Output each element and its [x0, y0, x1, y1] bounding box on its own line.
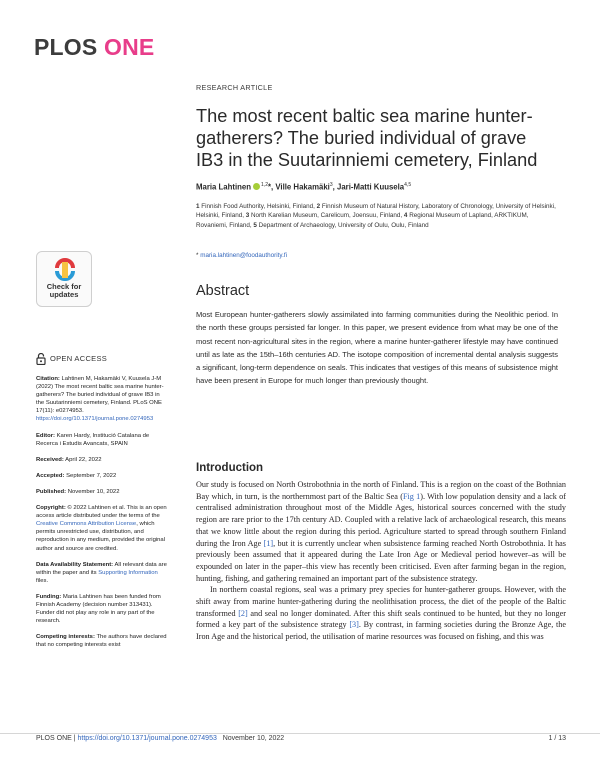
abstract-heading: Abstract	[196, 283, 250, 299]
affil-text: Finnish Museum of Natural History, Laboratory of Chronology, University of Helsinki, Helsinki, Finland,	[196, 203, 556, 220]
affil-number: 2	[316, 203, 321, 210]
citation-text: Lahtinen M, Hakamäki V, Kuusela J-M (2022) The most recent baltic sea marine hunter-gatherers? The buried individual of grave IB3 in the Suutarinniemi cemetery, Finland. PLoS ONE 17(11): e0274953.	[36, 376, 164, 415]
competing-interests-block	[36, 633, 168, 649]
affil-text: Department of Archaeology, University of Oulu, Oulu, Finland	[258, 221, 429, 229]
editor-text: Karen Hardy, Institució Catalana de Recerca i Estudis Avancats, SPAIN	[36, 432, 150, 447]
competing-interests-text: The authors have declared that no competing interests exist	[36, 634, 167, 649]
affil-number: 4	[403, 212, 408, 220]
accepted-label: Accepted:	[36, 472, 65, 479]
affil-number: 1	[196, 203, 200, 210]
affil-text: Finnish Food Authority, Helsinki, Finland,	[201, 203, 315, 210]
figure-link[interactable]: Fig 1	[402, 491, 421, 501]
competing-interests-label: Competing interests:	[36, 634, 95, 641]
accepted-date: September 7, 2022	[66, 472, 117, 479]
author-name[interactable]: Maria Lahtinen	[196, 182, 252, 192]
data-availability-block	[36, 561, 168, 585]
footer-date: November 10, 2022	[222, 735, 285, 742]
intro-text: , but it is currently unclear when subsistence farming reached North Ostrobothnia. It has previously been assumed that it appeared during the Late Iron Age or Medieval period however–as will be expounded on later in the paper–this view has recently been criticised. Even after farming began in the region, hunting, fishing, and gathering remained an important part of the subsistence strategy.	[196, 538, 566, 583]
email-star: *	[196, 252, 199, 259]
copyright-text: © 2022 Lahtinen et al. This is an open access article distributed under the terms of the	[36, 505, 167, 520]
footer-doi-link[interactable]: https://doi.org/10.1371/journal.pone.0274953	[77, 735, 217, 742]
received-date: April 22, 2022	[65, 456, 102, 463]
affil-number: 5	[253, 221, 257, 229]
crossmark-badge[interactable]	[36, 251, 92, 307]
corresponding-star: *	[267, 182, 272, 192]
author-name[interactable]: Jari-Matti Kuusela	[336, 182, 405, 192]
editor-label: Editor:	[36, 432, 55, 439]
corresponding-email	[196, 252, 287, 259]
reference-link[interactable]: [2]	[238, 608, 248, 618]
footer-divider	[0, 733, 600, 734]
article-sidebar	[36, 353, 168, 657]
page-number: 1 / 13	[548, 735, 566, 742]
article-title: The most recent baltic sea marine hunter-gatherers? The buried individual of grave IB3 in the Suutarinniemi cemetery, Finland	[196, 106, 538, 170]
email-link[interactable]: maria.lahtinen@foodauthority.fi	[200, 252, 287, 259]
published-block	[36, 488, 168, 496]
data-availability-label: Data Availability Statement:	[36, 561, 114, 568]
data-availability-text-end: files.	[36, 577, 49, 584]
footer-separator: |	[71, 735, 78, 742]
open-lock-icon	[36, 353, 46, 365]
citation-doi-link[interactable]: https://doi.org/10.1371/journal.pone.0274953	[36, 416, 154, 423]
introduction-heading: Introduction	[196, 462, 264, 474]
received-label: Received:	[36, 456, 64, 463]
author-affil-sup: 4,5	[404, 182, 412, 188]
data-availability-text: All relevant data are within the paper and its	[36, 561, 167, 576]
funding-label: Funding:	[36, 593, 62, 600]
logo-plos: PLOS	[34, 34, 98, 60]
abstract-text: Most European hunter-gatherers slowly assimilated into farming communities during the Neolithic period. In the north these groups persisted far longer. In this paper, we present evidence from what may be one of the most recent non-agricultural sites in the region, where a marine hunter-gatherer lifestyle may have continued until as late as the 15th–16th centuries AD. The isotope composition of incremental dental analysis suggests a significant, long-term dependence on seals. This indicates that vestiges of this means of subsistence might have been present in Europe for much longer than previously thought.	[196, 310, 558, 386]
article-type: RESEARCH ARTICLE	[196, 83, 273, 92]
author-name[interactable]: Ville Hakamäki	[275, 182, 330, 192]
intro-text: ). With low population density and a lack of centralised administration throughout most of the Middle Ages, historical sources concerned with the study region are rare prior to the 17th century AD. Coupled with a relative lack of archaeological research, this means that we know little about the region during this period. Agriculture started to spread through southern Finland during the Iron Age	[196, 491, 566, 548]
author-affil-sup: 1,2	[261, 182, 268, 188]
crossmark-line2: updates	[49, 290, 79, 299]
author-affil-sup: 3	[329, 182, 333, 188]
orcid-icon[interactable]	[253, 183, 260, 190]
open-access-label: OPEN ACCESS	[50, 353, 108, 363]
reference-link[interactable]: [1]	[263, 538, 274, 548]
intro-text: . By contrast, in farming societies during the Bronze Age, the Iron Age and the historical period, the utilisation of marine resources was focused on fishing, and this was	[196, 620, 566, 642]
affil-text: North Karelian Museum, Carelicum, Joensuu, Finland,	[250, 212, 403, 220]
introduction-body	[196, 479, 566, 643]
funding-text: Maria Lahtinen has been funded from Finnish Academy (decision number 313431). Funder did not play any role in any part of the research.	[36, 593, 161, 625]
copyright-block	[36, 504, 168, 553]
intro-text: Our study is focused on North Ostrobothnia in the north of Finland. This is a region on the coast of the Bothnian Bay which, in turn, is the northernmost part of the Baltic Sea (	[196, 480, 566, 501]
crossmark-line1: Check for	[46, 282, 82, 291]
affil-number: 3	[245, 212, 250, 220]
footer-journal: PLOS ONE	[36, 735, 72, 742]
received-block	[36, 456, 168, 464]
page-footer	[36, 735, 284, 742]
reference-link[interactable]: [3]	[349, 620, 359, 630]
intro-text: and seal no longer dominated. After this shift seals continued to be hunted, but they no longer formed a key part of the subsistence strategy	[196, 608, 567, 630]
journal-logo[interactable]	[34, 34, 154, 61]
editor-block	[36, 432, 168, 448]
intro-text: In northern coastal regions, seal was a primary prey species for hunter-gatherer groups. However, with the shift away from marine hunter-gathering during the neolithisation process, the diet of the people of the Baltic transformed	[196, 585, 566, 618]
published-date: November 10, 2022	[67, 488, 120, 495]
open-access-badge[interactable]	[36, 353, 168, 365]
affil-text: Regional Museum of Lapland, ARKTIKUM, Rovaniemi, Finland,	[196, 212, 529, 229]
license-link[interactable]: Creative Commons Attribution License	[36, 521, 137, 528]
author-list: Maria Lahtinen $^{1,2}$*, Ville Hakamäki$^3$, Jari-Matti Kuusela$^{4,5}$	[196, 182, 412, 192]
crossmark-icon	[51, 258, 79, 282]
citation-label: Citation:	[36, 376, 60, 382]
intro-paragraph	[196, 584, 566, 643]
published-label: Published:	[36, 488, 67, 495]
copyright-text-end: , which permits unrestricted use, distribution, and reproduction in any medium, provided the original author and source are credited.	[36, 521, 166, 552]
logo-one: ONE	[104, 34, 155, 60]
copyright-label: Copyright:	[36, 505, 66, 512]
citation-block	[36, 375, 168, 424]
accepted-block	[36, 472, 168, 480]
supporting-info-link[interactable]: Supporting Information	[98, 569, 158, 576]
funding-block	[36, 593, 168, 625]
affiliations	[196, 202, 560, 230]
intro-paragraph	[196, 479, 566, 584]
